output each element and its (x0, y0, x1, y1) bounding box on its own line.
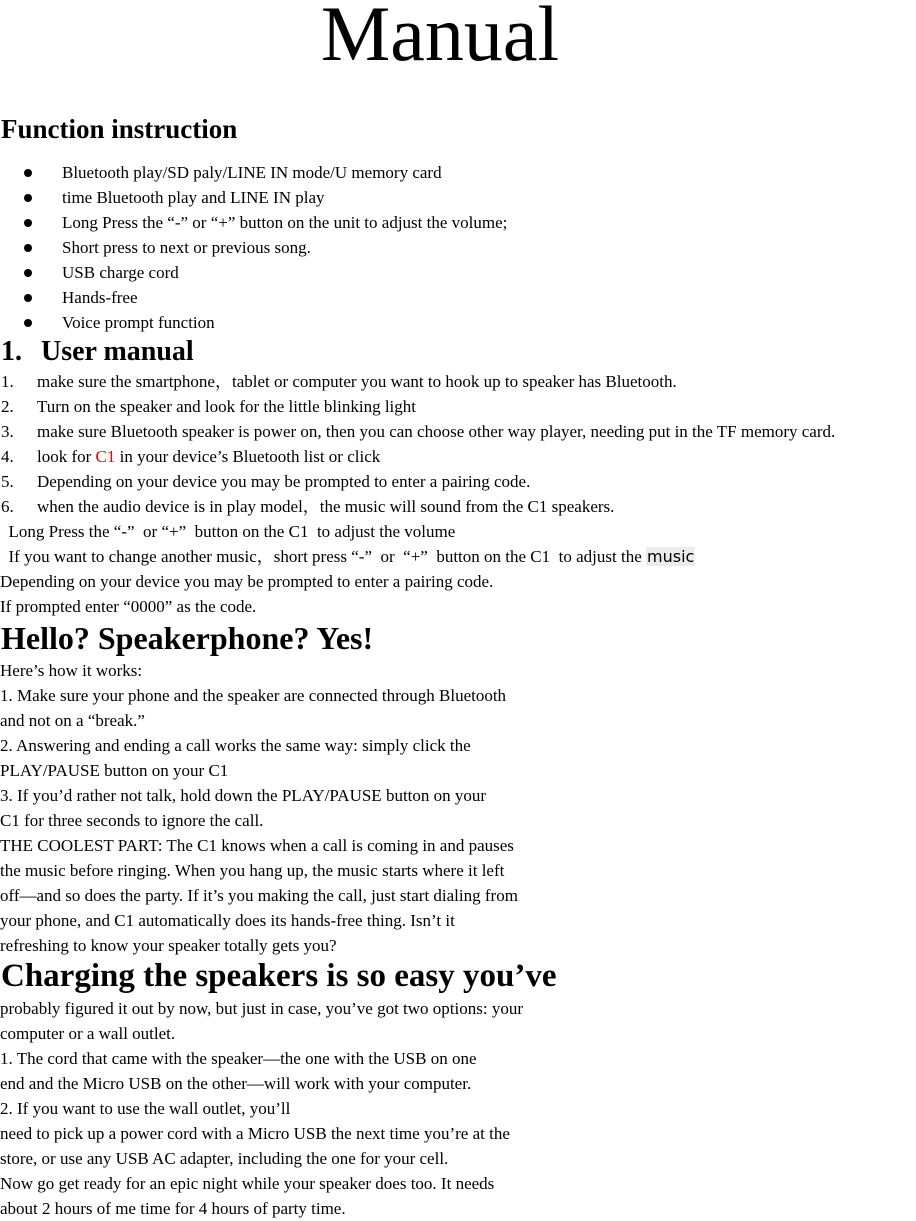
step-text-before: look for (37, 447, 96, 466)
step-number: 4. (1, 447, 14, 466)
bullet-text: USB charge cord (62, 263, 179, 282)
user-manual-number: 1. (1, 336, 22, 367)
change-music-text: If you want to change another music，short press “-” or “+” button on the C1 to adjust the (0, 547, 646, 566)
step-text: make sure Bluetooth speaker is power on, then you can choose other way player, needing put in the TF memory card. (37, 422, 836, 441)
paragraph-line: 2. If you want to use the wall outlet, you’ll (0, 1099, 291, 1118)
bullet-icon (24, 194, 32, 202)
bullet-text: Voice prompt function (62, 313, 215, 332)
step-number: 3. (1, 422, 14, 441)
paragraph-line: 2. Answering and ending a call works the same way: simply click the (0, 736, 471, 755)
step-item (0, 419, 835, 444)
charging-lines (0, 996, 523, 1221)
step-item (0, 444, 835, 469)
bullet-icon (24, 219, 32, 227)
paragraph-line: your phone, and C1 automatically does its hands-free thing. Isn’t it (0, 911, 455, 930)
paragraph-line: C1 for three seconds to ignore the call. (0, 811, 264, 830)
user-manual-heading (1, 337, 194, 367)
device-name-highlight: C1 (95, 447, 116, 466)
bullet-text: Long Press the “-” or “+” button on the unit to adjust the volume; (62, 213, 508, 232)
paragraph-line: need to pick up a power cord with a Micro USB the next time you’re at the (0, 1124, 510, 1143)
function-bullet-item (0, 160, 507, 185)
bullet-text: Bluetooth play/SD paly/LINE IN mode/U memory card (62, 163, 442, 182)
bullet-text: Hands-free (62, 288, 138, 307)
bullet-icon (24, 244, 32, 252)
paragraph-line: the music before ringing. When you hang up, the music starts where it left (0, 861, 505, 880)
bullet-text: time Bluetooth play and LINE IN play (62, 188, 325, 207)
paragraph-line: 1. The cord that came with the speaker—the one with the USB on one (0, 1049, 477, 1068)
step-item (0, 394, 835, 419)
pairing-line: Depending on your device you may be prompted to enter a pairing code. (0, 572, 494, 591)
paragraph-line: end and the Micro USB on the other—will work with your computer. (0, 1074, 472, 1093)
step-text: Depending on your device you may be prompted to enter a pairing code. (37, 472, 531, 491)
step-item (0, 469, 835, 494)
step-item (0, 369, 835, 394)
paragraph-line: 1. Make sure your phone and the speaker are connected through Bluetooth (0, 686, 507, 705)
user-manual-heading-text: User manual (41, 336, 194, 367)
step-text-after: in your device’s Bluetooth list or click (115, 447, 381, 466)
step-item (0, 494, 835, 519)
function-bullet-item (0, 185, 507, 210)
function-bullet-item (0, 260, 507, 285)
speakerphone-heading: Hello? Speakerphone? Yes! (1, 620, 374, 656)
bullet-icon (24, 319, 32, 327)
user-manual-steps (0, 369, 835, 519)
paragraph-line: and not on a “break.” (0, 711, 145, 730)
change-music-line (0, 544, 695, 569)
document-title: Manual (320, 0, 560, 77)
function-bullet-item (0, 310, 507, 335)
bullet-icon (24, 269, 32, 277)
music-tag: music (647, 547, 695, 566)
step-text: when the audio device is in play model，the music will sound from the C1 speakers. (37, 497, 615, 516)
function-bullet-item (0, 285, 507, 310)
step-number: 6. (1, 497, 14, 516)
paragraph-line: THE COOLEST PART: The C1 knows when a call is coming in and pauses (0, 836, 514, 855)
function-bullet-item (0, 210, 507, 235)
step-text: Turn on the speaker and look for the little blinking light (37, 397, 416, 416)
paragraph-line: off—and so does the party. If it’s you making the call, just start dialing from (0, 886, 518, 905)
paragraph-line: Here’s how it works: (0, 661, 143, 680)
step-text: make sure the smartphone，tablet or computer you want to hook up to speaker has Bluetooth. (37, 372, 677, 391)
bullet-icon (24, 169, 32, 177)
function-bullet-list (0, 160, 507, 335)
paragraph-line: refreshing to know your speaker totally gets you? (0, 936, 337, 955)
speakerphone-lines (0, 658, 518, 958)
step-number: 1. (1, 372, 14, 391)
step-number: 2. (1, 397, 14, 416)
paragraph-line: 3. If you’d rather not talk, hold down the PLAY/PAUSE button on your (0, 786, 487, 805)
bullet-text: Short press to next or previous song. (62, 238, 311, 257)
volume-line: Long Press the “-” or “+” button on the C1 to adjust the volume (0, 522, 456, 541)
charging-heading: Charging the speakers is so easy you’ve (1, 958, 557, 994)
paragraph-line: about 2 hours of me time for 4 hours of party time. (0, 1199, 346, 1218)
function-instruction-heading: Function instruction (1, 114, 238, 144)
paragraph-line: Now go get ready for an epic night while your speaker does too. It needs (0, 1174, 495, 1193)
paragraph-line: PLAY/PAUSE button on your C1 (0, 761, 229, 780)
paragraph-line: probably figured it out by now, but just in case, you’ve got two options: your (0, 999, 523, 1018)
paragraph-line: store, or use any USB AC adapter, including the one for your cell. (0, 1149, 449, 1168)
paragraph-line: computer or a wall outlet. (0, 1024, 176, 1043)
function-bullet-item (0, 235, 507, 260)
code-line: If prompted enter “0000” as the code. (0, 597, 257, 616)
step-number: 5. (1, 472, 14, 491)
user-manual-extra-lines (0, 519, 695, 619)
bullet-icon (24, 294, 32, 302)
